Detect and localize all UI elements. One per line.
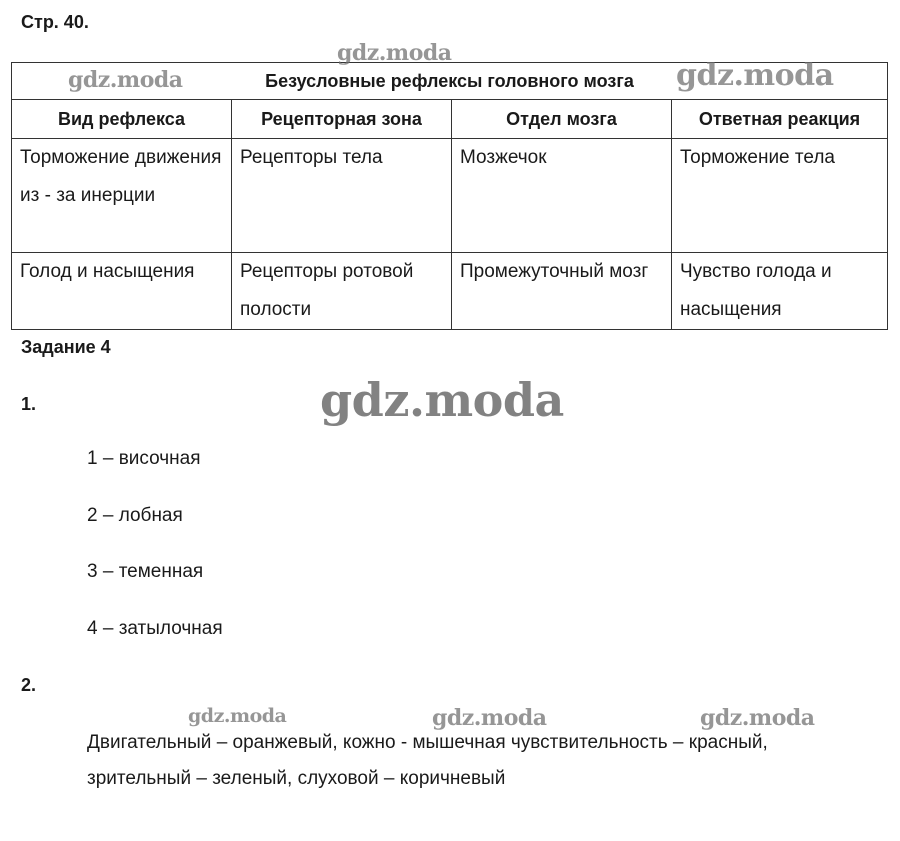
watermark: gdz.moda xyxy=(432,705,547,731)
list-item: 2 – лобная xyxy=(87,504,183,526)
table-row xyxy=(12,139,888,253)
header-reflex-type: Вид рефлекса xyxy=(12,100,232,139)
watermark: gdz.moda xyxy=(337,40,452,66)
header-brain-section: Отдел мозга xyxy=(452,100,672,139)
list-item: 4 – затылочная xyxy=(87,617,223,639)
task-title: Задание 4 xyxy=(21,337,111,357)
page-reference: Стр. 40. xyxy=(21,12,89,32)
watermark: gdz.moda xyxy=(68,67,183,93)
reflex-table xyxy=(11,62,888,330)
table-caption: Безусловные рефлексы головного мозга xyxy=(12,63,888,100)
question-1-answers xyxy=(87,446,223,672)
watermark: gdz.moda xyxy=(676,58,834,93)
question-1-number: 1. xyxy=(21,394,37,414)
table-cell: Голод и насыщения xyxy=(12,253,232,330)
question-2-number: 2. xyxy=(21,675,37,695)
table-cell: Мозжечок xyxy=(452,139,672,253)
table-cell: Промежуточный мозг xyxy=(452,253,672,330)
header-response: Ответная реакция xyxy=(672,100,888,139)
header-receptor-zone: Рецепторная зона xyxy=(232,100,452,139)
table-cell: Рецепторы ротовой полости xyxy=(232,253,452,330)
table-cell: Торможение движения из - за инерции xyxy=(12,139,232,253)
watermark: gdz.moda xyxy=(320,373,564,427)
table-header-row xyxy=(12,100,888,139)
table-cell: Рецепторы тела xyxy=(232,139,452,253)
list-item: 3 – теменная xyxy=(87,561,204,582)
question-2-answer: Двигательный – оранжевый, кожно - мышечная чувствительность – красный, зрительный – зеленый, слуховой – коричневый xyxy=(87,732,768,789)
list-item: 1 – височная xyxy=(87,448,201,469)
table-cell: Чувство голода и насыщения xyxy=(672,253,888,330)
table-cell: Торможение тела xyxy=(672,139,888,253)
table-row xyxy=(12,253,888,330)
watermark: gdz.moda xyxy=(188,705,287,727)
watermark: gdz.moda xyxy=(700,705,815,731)
